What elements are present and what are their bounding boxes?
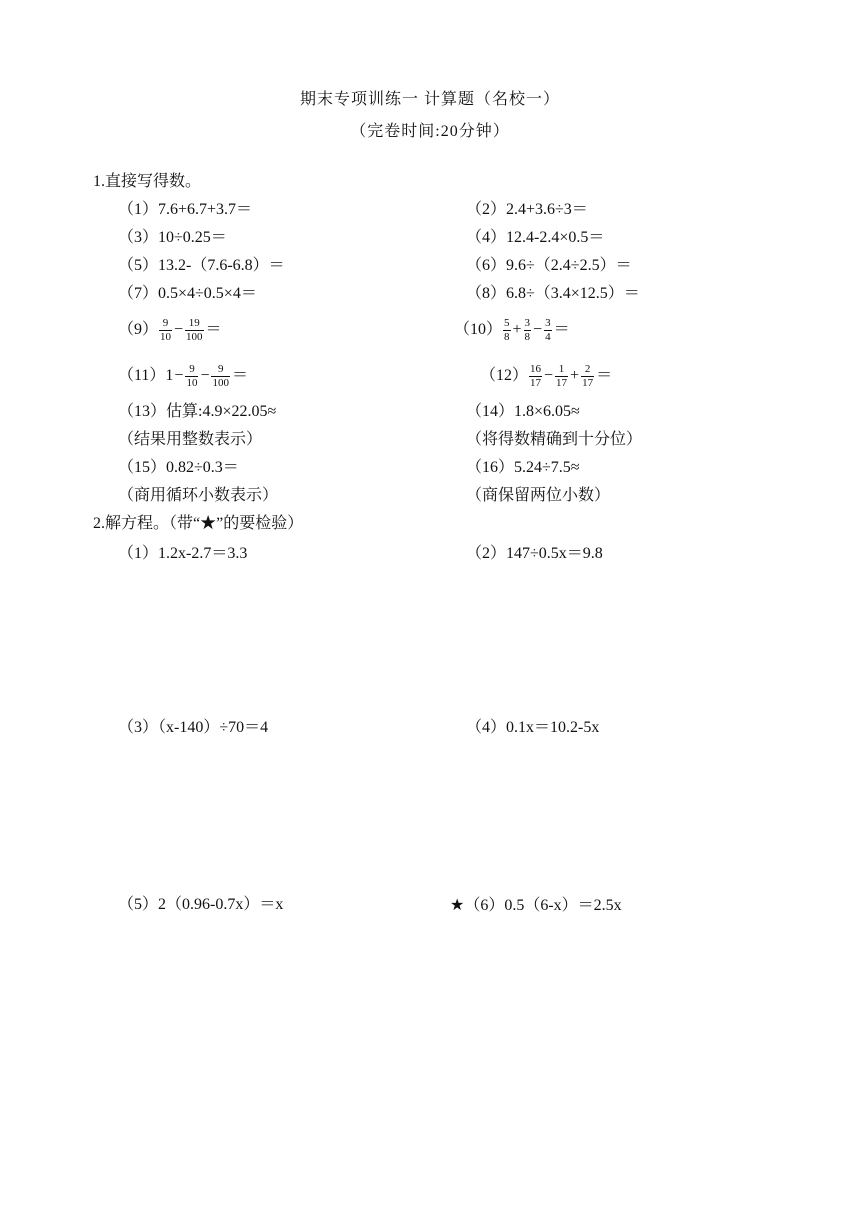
fraction — [524, 317, 532, 344]
operator: − — [544, 367, 554, 385]
denominator: 100 — [212, 376, 229, 389]
fraction — [211, 363, 230, 390]
problem-8: （8）6.8÷（3.4×12.5）＝ — [466, 285, 640, 302]
fraction — [544, 317, 552, 344]
fraction — [503, 317, 511, 344]
denominator: 17 — [556, 376, 568, 389]
denominator: 8 — [524, 330, 531, 343]
fraction — [529, 363, 542, 390]
equation-6-text: （6）0.5（6-x）＝2.5x — [464, 897, 622, 914]
numerator: 3 — [545, 316, 551, 329]
numerator: 9 — [159, 317, 172, 331]
denominator: 100 — [186, 330, 203, 343]
problem-12-label: （12） — [480, 367, 529, 384]
equation-1: （1）1.2x-2.7＝3.3 — [118, 545, 248, 562]
equals-sign: ＝ — [596, 367, 613, 385]
problem-11 — [118, 362, 249, 390]
star-icon: ★ — [450, 895, 465, 914]
problem-2: （2）2.4+3.6÷3＝ — [466, 201, 588, 218]
operator: + — [570, 367, 580, 385]
operator: − — [200, 367, 210, 385]
equation-3: （3）（x-140）÷70＝4 — [118, 719, 269, 736]
page-title: 期末专项训练一 计算题（名校一） — [299, 91, 560, 108]
denominator: 8 — [504, 330, 510, 343]
operator: − — [533, 321, 543, 339]
equation-6 — [450, 895, 622, 916]
problem-15-note: （商用循环小数表示） — [118, 487, 279, 504]
page-subtitle: （完卷时间:20分钟） — [350, 123, 510, 140]
equation-4: （4）0.1x＝10.2-5x — [466, 719, 600, 736]
fraction — [185, 317, 204, 344]
problem-6: （6）9.6÷（2.4÷2.5）＝ — [466, 257, 632, 274]
fraction — [185, 363, 198, 390]
problem-16: （16）5.24÷7.5≈ — [466, 459, 580, 476]
equals-sign: ＝ — [231, 367, 248, 385]
denominator: 10 — [186, 376, 198, 389]
problem-10 — [454, 316, 571, 344]
problem-13: （13）估算:4.9×22.05≈ — [118, 403, 277, 420]
numerator: 1 — [555, 363, 568, 377]
problem-4: （4）12.4-2.4×0.5＝ — [466, 229, 605, 246]
denominator: 17 — [530, 376, 542, 389]
numerator: 3 — [524, 316, 531, 329]
equals-sign: ＝ — [205, 321, 222, 339]
equals-sign: ＝ — [553, 321, 570, 339]
equation-5: （5）2（0.96-0.7x）＝x — [118, 896, 284, 913]
problem-12 — [480, 362, 613, 390]
denominator: 10 — [160, 330, 172, 343]
problem-11-label: （11）1 — [118, 367, 174, 384]
fraction — [159, 317, 172, 344]
section1-heading: 1.直接写得数。 — [93, 173, 202, 190]
fraction — [581, 363, 594, 390]
problem-1: （1）7.6+6.7+3.7＝ — [118, 201, 253, 218]
numerator: 2 — [581, 363, 594, 377]
problem-14: （14）1.8×6.05≈ — [466, 403, 580, 420]
operator: − — [174, 367, 184, 385]
problem-13-note: （结果用整数表示） — [118, 431, 263, 448]
problem-3: （3）10÷0.25＝ — [118, 229, 227, 246]
problem-7: （7）0.5×4÷0.5×4＝ — [118, 285, 257, 302]
denominator: 17 — [582, 376, 594, 389]
numerator: 9 — [185, 363, 198, 377]
numerator: 16 — [530, 362, 542, 375]
section2-heading: 2.解方程。（带“★”的要检验） — [93, 515, 304, 532]
numerator: 9 — [211, 363, 230, 377]
problem-16-note: （商保留两位小数） — [466, 487, 611, 504]
problem-9 — [118, 316, 223, 344]
denominator: 4 — [545, 330, 551, 343]
problem-9-label: （9） — [118, 321, 159, 338]
problem-15: （15）0.82÷0.3＝ — [118, 459, 239, 476]
numerator: 19 — [185, 317, 204, 331]
problem-14-note: （将得数精确到十分位） — [466, 431, 643, 448]
equation-2: （2）147÷0.5x＝9.8 — [466, 545, 603, 562]
operator: − — [174, 321, 184, 339]
fraction — [555, 363, 568, 390]
problem-10-label: （10） — [454, 321, 503, 338]
operator: + — [512, 321, 522, 339]
problem-5: （5）13.2-（7.6-6.8）＝ — [118, 257, 285, 274]
numerator: 5 — [504, 316, 510, 329]
